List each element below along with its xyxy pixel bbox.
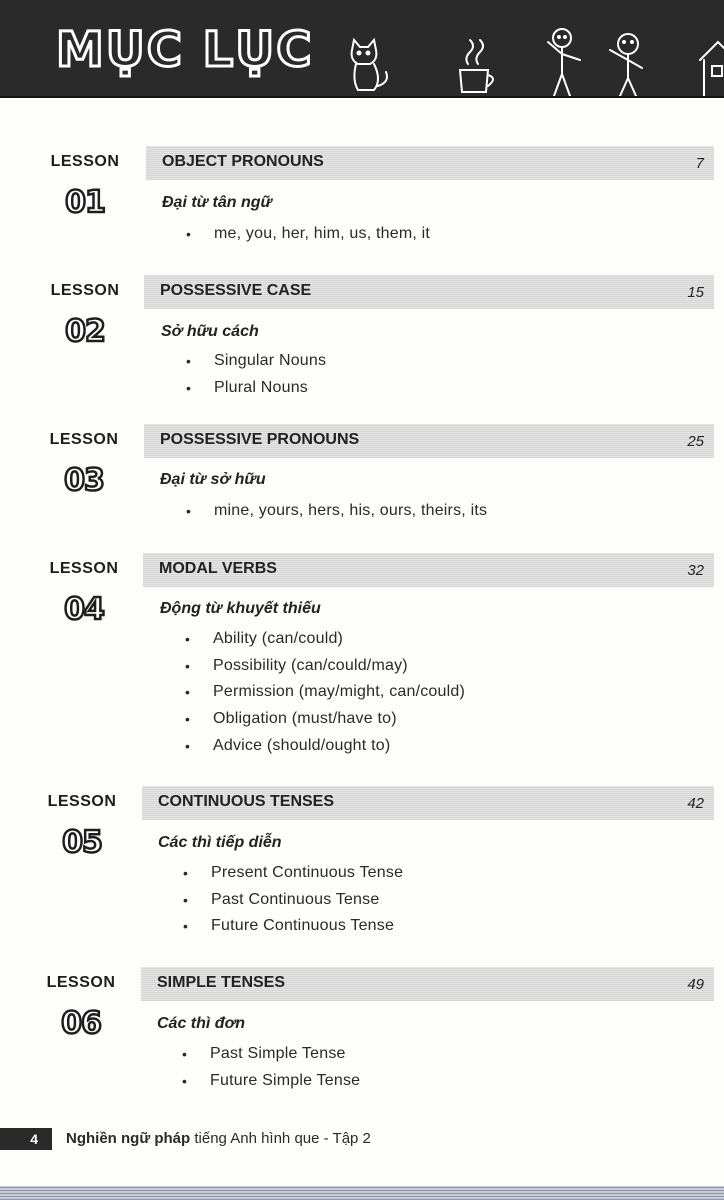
footer-page-number: 4 [0, 1128, 52, 1150]
list-item: • Permission (may/might, can/could) [185, 679, 465, 706]
list-item: • Past Continuous Tense [183, 887, 403, 914]
list-item: • Ability (can/could) [185, 626, 465, 653]
lesson-number: 04 [64, 592, 104, 627]
list-item: • Obligation (must/have to) [185, 706, 465, 733]
list-item: • Past Simple Tense [182, 1041, 360, 1068]
page-title: MỤC LỤC [56, 22, 314, 78]
page-number: 49 [687, 976, 704, 993]
list-item: • Future Continuous Tense [183, 913, 403, 940]
lesson-subtitle: Các thì đơn [157, 1015, 246, 1032]
lesson-subtitle: Sở hữu cách [161, 323, 259, 340]
lesson-number: 05 [62, 825, 102, 860]
lesson-subtitle: Các thì tiếp diễn [158, 834, 282, 851]
topic-bar [144, 424, 714, 458]
topic-list [186, 221, 430, 248]
lesson-number: 03 [64, 463, 104, 498]
topic-list [183, 860, 403, 940]
list-item: • Singular Nouns [186, 348, 326, 375]
stick-figure-icon [610, 34, 642, 96]
page-number: 32 [687, 562, 704, 579]
list-item: • Future Simple Tense [182, 1068, 360, 1095]
page-number: 25 [687, 433, 704, 450]
lesson-subtitle: Động từ khuyết thiếu [160, 600, 321, 617]
bottom-edge-strip [0, 1186, 724, 1200]
topic-bar [144, 275, 714, 309]
topic-list [185, 626, 465, 759]
topic-title: OBJECT PRONOUNS [162, 153, 324, 170]
lesson-label: LESSON [50, 153, 120, 170]
lesson-label: LESSON [49, 560, 119, 577]
topic-title: MODAL VERBS [159, 560, 277, 577]
topic-bar [142, 786, 714, 820]
lesson-label: LESSON [49, 431, 119, 448]
page-number: 7 [695, 155, 704, 172]
lesson-label: LESSON [47, 793, 117, 810]
lesson-label: LESSON [46, 974, 116, 991]
footer-book-title [66, 1130, 371, 1147]
lesson-number: 01 [65, 185, 105, 220]
topic-title: SIMPLE TENSES [157, 974, 286, 991]
lesson-number: 02 [65, 314, 105, 349]
topic-bar [146, 146, 714, 180]
coffee-cup-icon [460, 40, 493, 92]
list-item: • Present Continuous Tense [183, 860, 403, 887]
lesson-subtitle: Đại từ sở hữu [160, 471, 266, 488]
list-item: • mine, yours, hers, his, ours, theirs, its [186, 498, 487, 525]
page-number: 42 [687, 795, 704, 812]
topic-list [186, 348, 326, 401]
topic-list [186, 498, 487, 525]
topic-list [182, 1041, 360, 1094]
topic-title: CONTINUOUS TENSES [158, 793, 335, 810]
list-item: • Advice (should/ought to) [185, 733, 465, 760]
list-item: • Possibility (can/could/may) [185, 653, 465, 680]
book-title-bold: Nghiền ngữ pháp [66, 1130, 191, 1147]
lesson-number: 06 [61, 1006, 101, 1041]
topic-bar [143, 553, 714, 587]
list-item: • Plural Nouns [186, 375, 326, 402]
topic-title: POSSESSIVE PRONOUNS [160, 431, 360, 448]
page-number: 15 [687, 284, 704, 301]
stick-figure-doodles [330, 20, 724, 96]
topic-bar [141, 967, 714, 1001]
page-header [0, 0, 724, 98]
stick-figure-icon [548, 29, 580, 96]
topic-title: POSSESSIVE CASE [160, 282, 312, 299]
lesson-label: LESSON [50, 282, 120, 299]
house-icon [700, 42, 724, 96]
cat-icon [352, 40, 387, 90]
list-item: • me, you, her, him, us, them, it [186, 221, 430, 248]
lesson-subtitle: Đại từ tân ngữ [162, 194, 272, 211]
book-title-rest: tiếng Anh hình que - Tập 2 [194, 1130, 371, 1147]
